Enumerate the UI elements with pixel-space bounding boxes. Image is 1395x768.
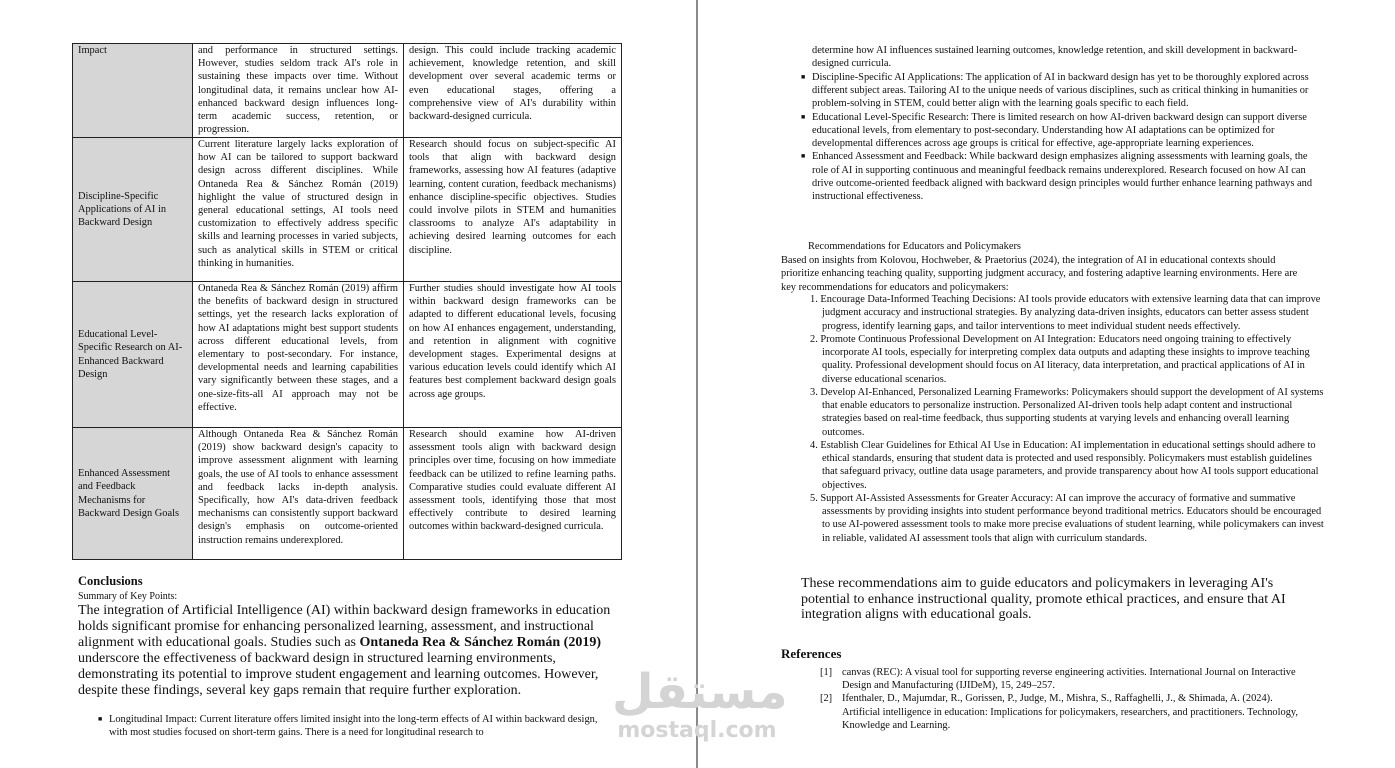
item-number: 5.	[810, 492, 818, 504]
reference-number: [2]	[820, 693, 833, 705]
gap-description: Although Ontaneda Rea & Sánchez Román (2019) show backward design's capacity to improve assessment alignment with learning goals, the use of AI tools to enhance assessment and feedback lacks in-depth analysis. Specifically, how AI's data-driven feedback mechanisms can consistently support backward design's emphasis on outcome-oriented instruction remains underexplored.	[193, 428, 404, 560]
list-item	[801, 111, 1321, 151]
bullet-icon: ■	[801, 112, 806, 121]
recommendations-heading: Recommendations for Educators and Policymakers	[808, 241, 1021, 252]
recommendations-intro: Based on insights from Kolovou, Hochweber, & Praetorius (2024), the integration of AI in educational contexts should prioritize enhancing teaching quality, supporting judgment accuracy, and fostering adaptive learning environments. Here are key recommendations for educators and policymakers:	[781, 255, 1298, 293]
watermark-logo	[612, 664, 788, 743]
recommendations-closing: These recommendations aim to guide educators and policymakers in leveraging AI's potential to enhance instructional quality, promote ethical practices, and ensure that AI integration aligns with educational goals.	[801, 576, 1286, 623]
list-item	[800, 439, 1330, 492]
list-item-text: determine how AI influences sustained learning outcomes, knowledge retention, and skill development in backward-designed curricula.	[812, 45, 1298, 70]
future-research: Research should focus on subject-specific AI tools that align with backward design frameworks, assessing how AI features (adaptive learning, content curation, feedback mechanisms) enhance discipline-specific objectives. Studies could involve pilots in STEM and humanities classrooms to analyze AI's adaptability in achieving desired learning outcomes for each discipline.	[404, 138, 622, 282]
research-gaps-table	[72, 43, 622, 560]
gap-description: Current literature largely lacks exploration of how AI can be tailored to support backward design across different disciplines. While Ontaneda Rea & Sánchez Román (2019) highlight the value of structured design in general educational settings, AI tools need customization to effectively address specific skills and learning processes in varied subjects, such as analytical skills in STEM or critical thinking in humanities.	[193, 138, 404, 282]
list-item-text: Enhanced Assessment and Feedback: While backward design emphasizes aligning assessments with learning goals, the role of AI in supporting continuous and meaningful feedback remains underexplored. Research focused on how AI can drive outcome-oriented feedback aligned with backward design principles would further enhance learning pathways and instructional effectiveness.	[812, 151, 1313, 203]
future-research: Further studies should investigate how AI tools within backward design frameworks can be adapted to different educational levels, focusing on how AI enhances engagement, understanding, and retention in alignment with cognitive development stages. Experimental designs at various education levels could identify which AI features best complement backward design goals across age groups.	[404, 282, 622, 428]
item-text: Promote Continuous Professional Development on AI Integration: Educators need ongoing training to effectively incorporate AI tools, especially for interpreting complex data outputs and adapting these insights to improve teaching quality. Professional development should focus on AI literacy, data interpretation, and practical applications of AI in diverse educational scenarios.	[820, 333, 1310, 385]
item-text: Encourage Data-Informed Teaching Decisions: AI tools provide educators with extensive learning data that can improve judgment accuracy and instructional strategies. By analyzing data-driven insights, educators can better assess student progress, identify learning gaps, and tailor interventions to meet individual student needs effectively.	[820, 294, 1321, 332]
watermark-latin: mostaql.com	[617, 718, 777, 743]
gap-title: Educational Level-Specific Research on AI-Enhanced Backward Design	[73, 282, 193, 428]
item-number: 1.	[810, 294, 818, 305]
citation-bold: Ontaneda Rea & Sánchez Román (2019)	[359, 634, 602, 650]
list-item	[801, 150, 1321, 203]
summary-label: Summary of Key Points:	[78, 591, 178, 602]
list-item	[801, 71, 1321, 111]
reference-text: canvas (REC): A visual tool for supporting reverse engineering activities. International Journal on Interactive Design and Manufacturing (IJIDeM), 15, 249–257.	[842, 667, 1296, 692]
gap-title: Enhanced Assessment and Feedback Mechanisms for Backward Design Goals	[73, 428, 193, 560]
list-item-text: Educational Level-Specific Research: There is limited research on how AI-driven backward design can support diverse educational levels, from elementary to post-secondary. Understanding how AI adaptations can be optimized for developmental differences across age groups is critical for effective, age-appropriate learning experiences.	[812, 111, 1307, 150]
reference-number: [1]	[820, 667, 833, 678]
list-item-continued	[801, 44, 1321, 71]
bullet-icon: ■	[98, 715, 103, 723]
gap-description: Ontaneda Rea & Sánchez Román (2019) affirm the benefits of backward design in structured settings, yet the research lacks exploration of how AI adaptations might best support students across different educational levels, from elementary to post-secondary. For instance, developmental needs and learning capabilities vary significantly between these stages, and a one-size-fits-all AI approach may not be effective.	[193, 282, 404, 428]
table-row	[73, 138, 622, 282]
reference-item	[820, 692, 1300, 732]
future-research: design. This could include tracking academic achievement, knowledge retention, and skill development over several academic terms or even educational stages, offering a comprehensive view of AI's durability within backward-designed curricula.	[404, 44, 622, 138]
reference-item	[820, 666, 1300, 692]
gap-title: Discipline-Specific Applications of AI in Backward Design	[73, 138, 193, 282]
list-item	[800, 386, 1330, 439]
list-item	[98, 713, 618, 740]
bullet-icon: ■	[801, 72, 806, 81]
table-row	[73, 44, 622, 138]
references-list	[820, 666, 1300, 732]
table-row	[73, 428, 622, 560]
para-text: underscore the effectiveness of backward design in structured learning environments, demonstrating its potential to improve student engagement and learning outcomes. However, despite these findings, several key gaps remain that require further exploration.	[78, 650, 599, 698]
conclusions-heading: Conclusions	[78, 574, 143, 588]
item-number: 3.	[810, 386, 818, 398]
item-text: Develop AI-Enhanced, Personalized Learning Frameworks: Policymakers should support the development of AI systems that enable educators to personalize instruction. Personalized AI-driven tools help adapt content and instructional strategies based on real-time feedback, thus supporting students at varying levels and enhancing overall learning outcomes.	[820, 386, 1324, 438]
gap-title: Impact	[73, 44, 193, 138]
list-item-text: Discipline-Specific AI Applications: The application of AI in backward design has yet to be thoroughly explored across different subject areas. Tailoring AI to the unique needs of various disciplines, such as critical thinking in humanities or problem-solving in STEM, could better align with the learning goals specific to each field.	[812, 71, 1309, 110]
item-text: Support AI-Assisted Assessments for Greater Accuracy: AI can improve the accuracy of formative and summative assessments by providing insights into student performance beyond traditional metrics. Educators should be encouraged to use AI-powered assessment tools to make more precise evaluations of student learning, while policymakers can invest in reliable, validated AI assessment tools that align with curriculum standards.	[820, 492, 1324, 544]
list-item	[800, 333, 1330, 386]
gap-description: and performance in structured settings. However, studies seldom track AI's role in sustaining these impacts over time. Without longitudinal data, it remains unclear how AI-enhanced backward design influences long-term academic success, retention, or progression.	[193, 44, 404, 138]
key-gaps-list-right	[801, 44, 1321, 204]
bullet-icon: ■	[801, 152, 806, 161]
item-text: Establish Clear Guidelines for Ethical AI Use in Education: AI implementation in educational settings should adhere to ethical standards, ensuring that student data is protected and used responsibly. Policymakers must establish guidelines that safeguard privacy, outline data usage parameters, and provide transparency about how AI tools support educational objectives.	[820, 439, 1319, 491]
list-item	[800, 293, 1330, 333]
item-number: 4.	[810, 439, 818, 451]
table-row	[73, 282, 622, 428]
key-gaps-list-left	[98, 713, 618, 740]
conclusions-paragraph	[78, 603, 618, 698]
list-item	[800, 492, 1330, 545]
future-research: Research should examine how AI-driven assessment tools align with backward design principles over time, focusing on how immediate feedback can be utilized to refine learning paths. Comparative studies could evaluate different AI assessment tools, identifying those that most effectively contribute to desired learning outcomes within backward-designed curricula.	[404, 428, 622, 560]
recommendations-list	[800, 293, 1330, 545]
para-text: The integration of Artificial Intelligence (AI) within backward design frameworks in education holds significant promise for enhancing personalized learning, assessment, and instructional alignment with educational goals. Studies such as	[78, 603, 611, 650]
reference-text: Ifenthaler, D., Majumdar, R., Gorissen, P., Judge, M., Mishra, S., Raffaghelli, J., & Shimada, A. (2024). Artificial intelligence in education: Implications for policymakers, researchers, and practitioners. Technology, Knowledge and Learning.	[842, 693, 1299, 731]
references-heading: References	[781, 646, 842, 661]
watermark-arabic: مستقل	[612, 664, 788, 720]
item-number: 2.	[810, 333, 818, 345]
list-item-text: Longitudinal Impact: Current literature offers limited insight into the long-term effects of AI within backward design, with most studies focused on short-term gains. There is a need for longitudinal research to	[109, 714, 598, 739]
page-divider	[696, 0, 698, 768]
